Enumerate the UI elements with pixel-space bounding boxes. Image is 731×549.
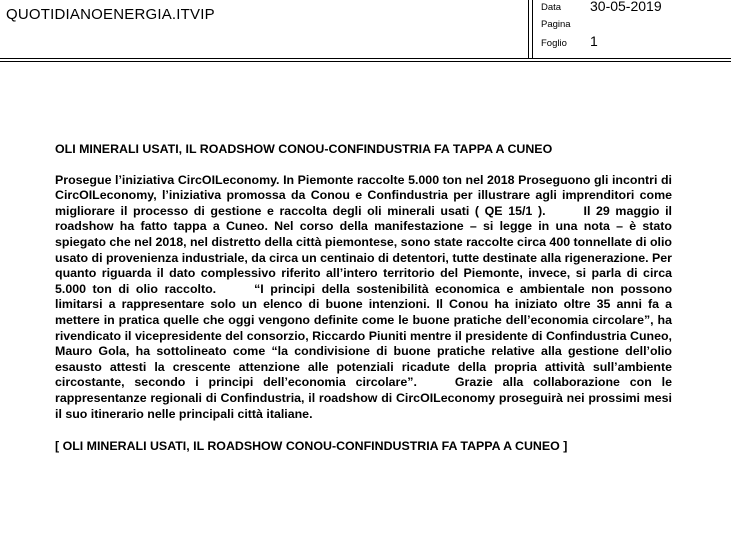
- article-paragraph: Il 29 maggio il roadshow ha fatto tappa a Cuneo. Nel corso della manifestazione – si legge in una nota – è stato spiegato che nel 2018, nel distretto della città piemontese, sono state raccolte circa 400 tonnellate di olio usato di provenienza industriale, da circa un centinaio di detentori, tutte destinate alla rigenerazione. Per quanto riguarda il dato complessivo riferito all’intero territorio del Piemonte, invece, si parla di circa 5.000 ton di olio raccolto.: [55, 203, 672, 296]
- header-rule: [0, 61, 731, 62]
- article-footer-title: [ OLI MINERALI USATI, IL ROADSHOW CONOU-CONFINDUSTRIA FA TAPPA A CUNEO ]: [55, 439, 568, 454]
- date-label: Data: [541, 2, 562, 13]
- article-paragraph: Prosegue l’iniziativa CircOILeconomy. In Piemonte raccolte 5.000 ton nel 2018 Proseguono gli incontri di CircOILeconomy, l’iniziativa promossa da Conou e Confindustria per illustrare agli imprenditori come migliorare il processo di gestione e raccolta degli oli minerali usati ( QE 15/1 ).: [55, 172, 672, 218]
- article-paragraph: “I principi della sostenibilità economica e ambientale non possono limitarsi a rappresentare solo un elenco di buone intenzioni. Il Conou ha iniziato oltre 35 anni fa a mettere in pratica quelle che oggi vengono definite come le buone pratiche dell’economia circolare”, ha rivendicato il vicepresidente del consorzio, Riccardo Piuniti mentre il presidente di Confindustria Cuneo, Mauro Gola, ha sottolineato come “la condivisione di buone pratiche relative alla gestione dell’olio esausto attesti la crescente attenzione alle potenziali ricadute della propria attività sull’ambiente circostante, secondo i principi dell’economia circolare”.: [55, 281, 673, 390]
- date-value: 30-05-2019: [590, 0, 662, 14]
- header-divider: [528, 0, 529, 58]
- source-name: QUOTIDIANOENERGIA.ITVIP: [6, 6, 215, 23]
- article: [55, 142, 672, 455]
- header-rule: [0, 58, 731, 59]
- article-paragraph: Grazie alla collaborazione con le rappresentanze regionali di Confindustria, il roadshow di CircOILeconomy proseguirà nei prossimi mesi il suo itinerario nelle principali città italiane.: [55, 375, 672, 421]
- article-title: OLI MINERALI USATI, IL ROADSHOW CONOU-CONFINDUSTRIA FA TAPPA A CUNEO: [55, 142, 553, 156]
- sheet-value: 1: [590, 33, 598, 49]
- page-label: Pagina: [541, 19, 571, 30]
- article-body: [55, 173, 672, 423]
- sheet-label: Foglio: [541, 38, 567, 49]
- document-header: [0, 0, 731, 60]
- header-divider: [532, 0, 533, 58]
